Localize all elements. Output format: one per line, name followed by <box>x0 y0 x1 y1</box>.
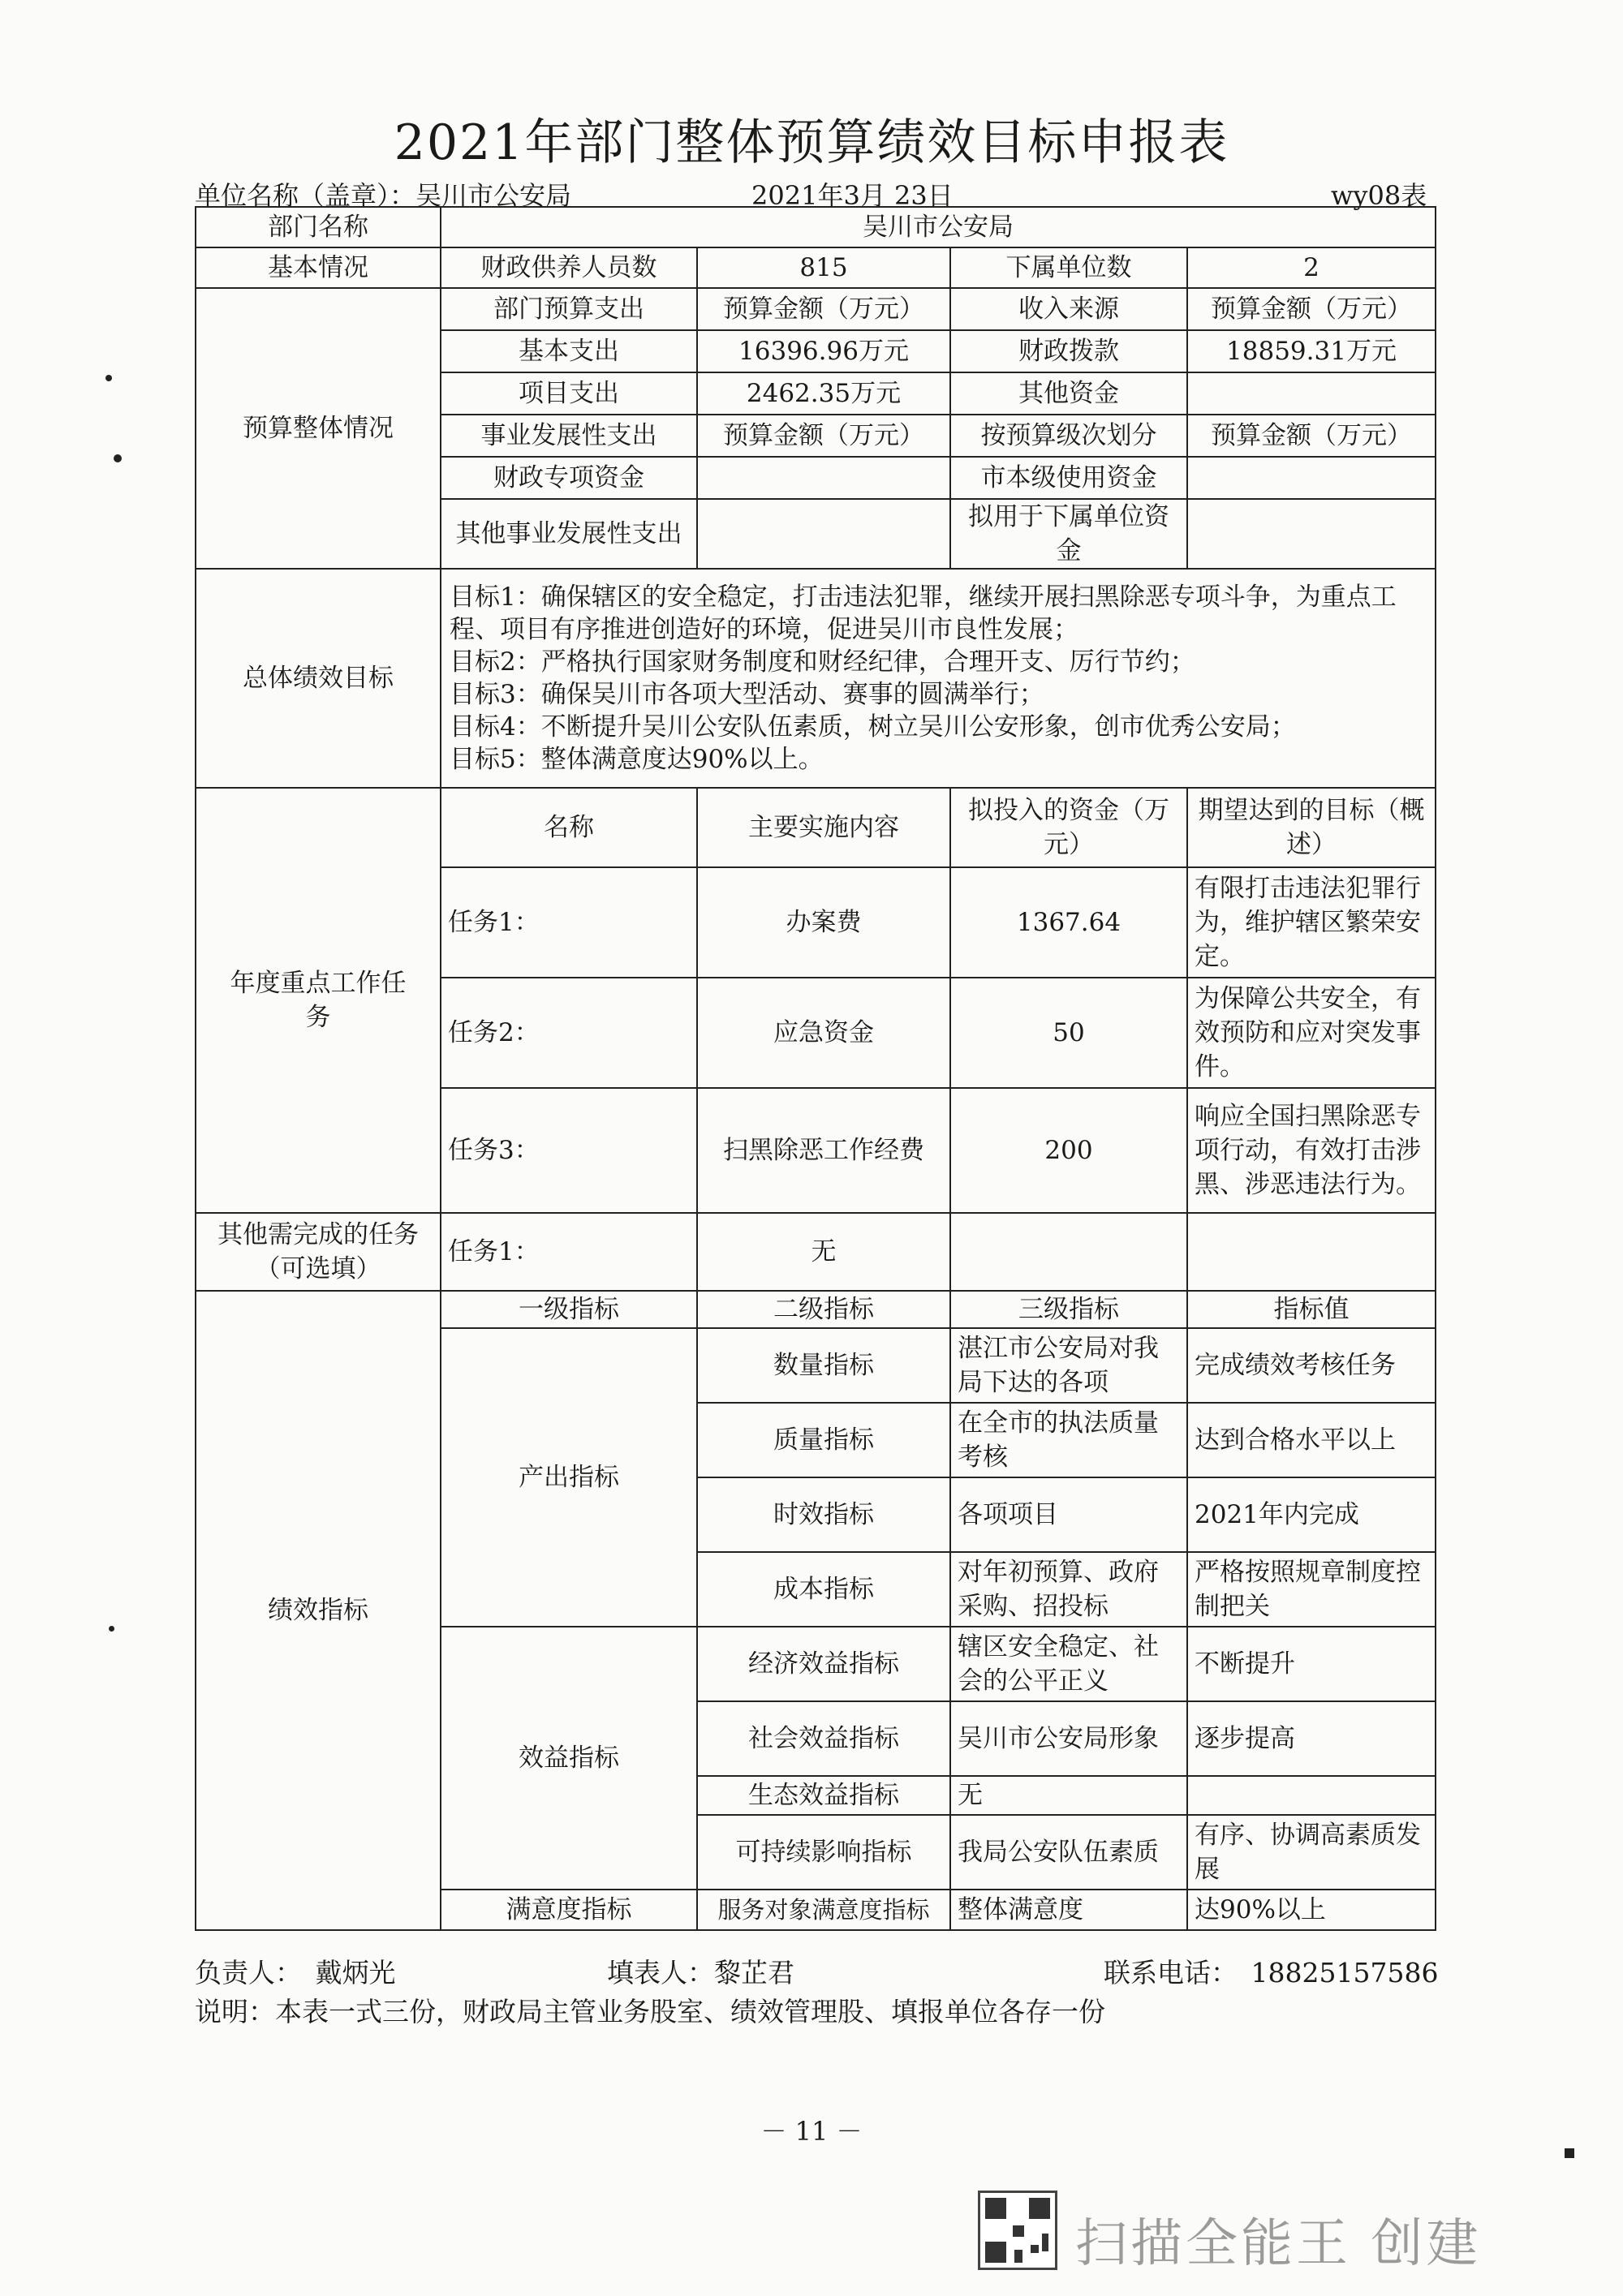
filler: 填表人：黎芷君 <box>607 1957 794 1989</box>
budget-cell: 其他事业发展性支出 <box>441 499 697 569</box>
perf-header: 一级指标 <box>441 1291 697 1328</box>
perf-value: 达到合格水平以上 <box>1187 1403 1436 1477</box>
perf-l2: 数量指标 <box>697 1328 950 1403</box>
budget-cell: 18859.31万元 <box>1187 330 1436 372</box>
perf-l2: 服务对象满意度指标 <box>697 1890 950 1930</box>
budget-performance-table <box>195 206 1436 1931</box>
budget-row <box>196 288 1436 330</box>
form-number: wy08表 <box>1331 180 1427 211</box>
unit-name: 单位名称（盖章）：吴川市公安局 <box>195 180 572 211</box>
other-task-row <box>196 1213 1436 1291</box>
page-title: 2021年部门整体预算绩效目标申报表 <box>394 114 1229 171</box>
contact-phone: 联系电话： 18825157586 <box>1104 1957 1439 1989</box>
task-name: 任务3： <box>441 1088 697 1213</box>
scan-mark <box>114 454 122 462</box>
perf-value: 达90%以上 <box>1187 1890 1436 1930</box>
perf-l3: 在全市的执法质量考核 <box>950 1403 1187 1477</box>
task-amount: 200 <box>950 1088 1187 1213</box>
perf-value: 严格按照规章制度控制把关 <box>1187 1552 1436 1627</box>
budget-cell: 拟用于下属单位资金 <box>950 499 1187 569</box>
budget-cell: 预算金额（万元） <box>697 288 950 330</box>
task-goal: 为保障公共安全，有效预防和应对突发事件。 <box>1187 978 1436 1088</box>
tasks-header-row <box>196 788 1436 867</box>
perf-value: 2021年内完成 <box>1187 1477 1436 1552</box>
budget-cell <box>697 499 950 569</box>
perf-l3: 辖区安全稳定、社会的公平正义 <box>950 1627 1187 1701</box>
scan-mark <box>105 375 112 381</box>
other-amount <box>950 1213 1187 1291</box>
perf-l2: 可持续影响指标 <box>697 1815 950 1890</box>
budget-cell: 市本级使用资金 <box>950 457 1187 499</box>
perf-l2: 经济效益指标 <box>697 1627 950 1701</box>
task-amount: 1367.64 <box>950 867 1187 978</box>
staff-label: 财政供养人员数 <box>441 247 697 288</box>
budget-cell: 部门预算支出 <box>441 288 697 330</box>
other-name: 任务1： <box>441 1213 697 1291</box>
basic-label: 基本情况 <box>196 247 441 288</box>
perf-l3: 对年初预算、政府采购、招投标 <box>950 1552 1187 1627</box>
budget-cell: 财政拨款 <box>950 330 1187 372</box>
budget-cell: 预算金额（万元） <box>1187 288 1436 330</box>
scanner-watermark <box>978 2191 1578 2272</box>
qr-code-icon <box>978 2191 1057 2270</box>
task-name: 任务2： <box>441 978 697 1088</box>
page-number: － 11 － <box>760 2116 863 2147</box>
scan-mark <box>1565 2148 1574 2158</box>
budget-cell: 预算金额（万元） <box>697 415 950 457</box>
goal-item: 目标3：确保吴川市各项大型活动、赛事的圆满举行； <box>450 680 1044 709</box>
budget-cell: 16396.96万元 <box>697 330 950 372</box>
goal-item: 目标4：不断提升吴川公安队伍素质，树立吴川公安形象，创市优秀公安局； <box>450 712 1296 742</box>
goal-item: 目标2：严格执行国家财务制度和财经纪律，合理开支、厉行节约； <box>450 647 1195 677</box>
perf-l2: 质量指标 <box>697 1403 950 1477</box>
budget-cell <box>1187 457 1436 499</box>
budget-cell: 其他资金 <box>950 372 1187 415</box>
tasks-header: 名称 <box>441 788 697 867</box>
perf-header: 二级指标 <box>697 1291 950 1328</box>
perf-l3: 湛江市公安局对我局下达的各项 <box>950 1328 1187 1403</box>
budget-cell: 项目支出 <box>441 372 697 415</box>
perf-header-row <box>196 1291 1436 1328</box>
tasks-header: 拟投入的资金（万元） <box>950 788 1187 867</box>
perf-l2: 生态效益指标 <box>697 1776 950 1815</box>
goal-item: 目标5：整体满意度达90%以上。 <box>450 745 824 774</box>
benefit-label: 效益指标 <box>441 1627 697 1890</box>
budget-cell: 收入来源 <box>950 288 1187 330</box>
goals-row <box>196 569 1436 788</box>
dept-value: 吴川市公安局 <box>441 207 1436 247</box>
sub-unit-value: 2 <box>1187 247 1436 288</box>
budget-cell <box>697 457 950 499</box>
perf-header: 指标值 <box>1187 1291 1436 1328</box>
goal-item: 目标1：确保辖区的安全稳定，打击违法犯罪，继续开展扫黑除恶专项斗争，为重点工程、项目有序推进创造好的环境，促进吴川市良性发展； <box>450 583 1397 644</box>
task-name: 任务1： <box>441 867 697 978</box>
output-label: 产出指标 <box>441 1328 697 1627</box>
dept-row <box>196 207 1436 247</box>
perf-value: 不断提升 <box>1187 1627 1436 1701</box>
task-content: 应急资金 <box>697 978 950 1088</box>
perf-header: 三级指标 <box>950 1291 1187 1328</box>
note: 说明：本表一式三份，财政局主管业务股室、绩效管理股、填报单位各存一份 <box>195 1996 1105 2027</box>
budget-cell: 预算金额（万元） <box>1187 415 1436 457</box>
task-goal: 响应全国扫黑除恶专项行动，有效打击涉黑、涉恶违法行为。 <box>1187 1088 1436 1213</box>
tasks-label: 年度重点工作任务 <box>196 788 441 1213</box>
staff-value: 815 <box>697 247 950 288</box>
goals-label: 总体绩效目标 <box>196 569 441 788</box>
perf-l3: 我局公安队伍素质 <box>950 1815 1187 1890</box>
other-goal <box>1187 1213 1436 1291</box>
perf-l2: 成本指标 <box>697 1552 950 1627</box>
budget-cell: 按预算级次划分 <box>950 415 1187 457</box>
basic-row <box>196 247 1436 288</box>
perf-l3: 整体满意度 <box>950 1890 1187 1930</box>
budget-cell: 事业发展性支出 <box>441 415 697 457</box>
tasks-header: 主要实施内容 <box>697 788 950 867</box>
report-date: 2021年3月 23日 <box>751 180 954 211</box>
budget-label: 预算整体情况 <box>196 288 441 569</box>
perf-l3: 各项项目 <box>950 1477 1187 1552</box>
task-content: 扫黑除恶工作经费 <box>697 1088 950 1213</box>
task-goal: 有限打击违法犯罪行为，维护辖区繁荣安定。 <box>1187 867 1436 978</box>
budget-cell: 财政专项资金 <box>441 457 697 499</box>
perf-l3: 吴川市公安局形象 <box>950 1701 1187 1776</box>
perf-l2: 社会效益指标 <box>697 1701 950 1776</box>
perf-label: 绩效指标 <box>196 1291 441 1930</box>
dept-label: 部门名称 <box>196 207 441 247</box>
perf-l3: 无 <box>950 1776 1187 1815</box>
other-content: 无 <box>697 1213 950 1291</box>
perf-value <box>1187 1776 1436 1815</box>
satisfaction-label: 满意度指标 <box>441 1890 697 1930</box>
other-label: 其他需完成的任务（可选填） <box>196 1213 441 1291</box>
perf-value: 逐步提高 <box>1187 1701 1436 1776</box>
sub-unit-label: 下属单位数 <box>950 247 1187 288</box>
watermark-text: 扫描全能王 创建 <box>1075 2214 1482 2274</box>
task-amount: 50 <box>950 978 1187 1088</box>
budget-cell: 2462.35万元 <box>697 372 950 415</box>
budget-cell <box>1187 372 1436 415</box>
scan-mark <box>109 1626 114 1632</box>
perf-value: 完成绩效考核任务 <box>1187 1328 1436 1403</box>
budget-cell: 基本支出 <box>441 330 697 372</box>
goals-content <box>441 569 1436 788</box>
perf-l2: 时效指标 <box>697 1477 950 1552</box>
task-content: 办案费 <box>697 867 950 978</box>
leader: 负责人： 戴炳光 <box>195 1957 396 1989</box>
tasks-header: 期望达到的目标（概述） <box>1187 788 1436 867</box>
perf-value: 有序、协调高素质发展 <box>1187 1815 1436 1890</box>
budget-cell <box>1187 499 1436 569</box>
